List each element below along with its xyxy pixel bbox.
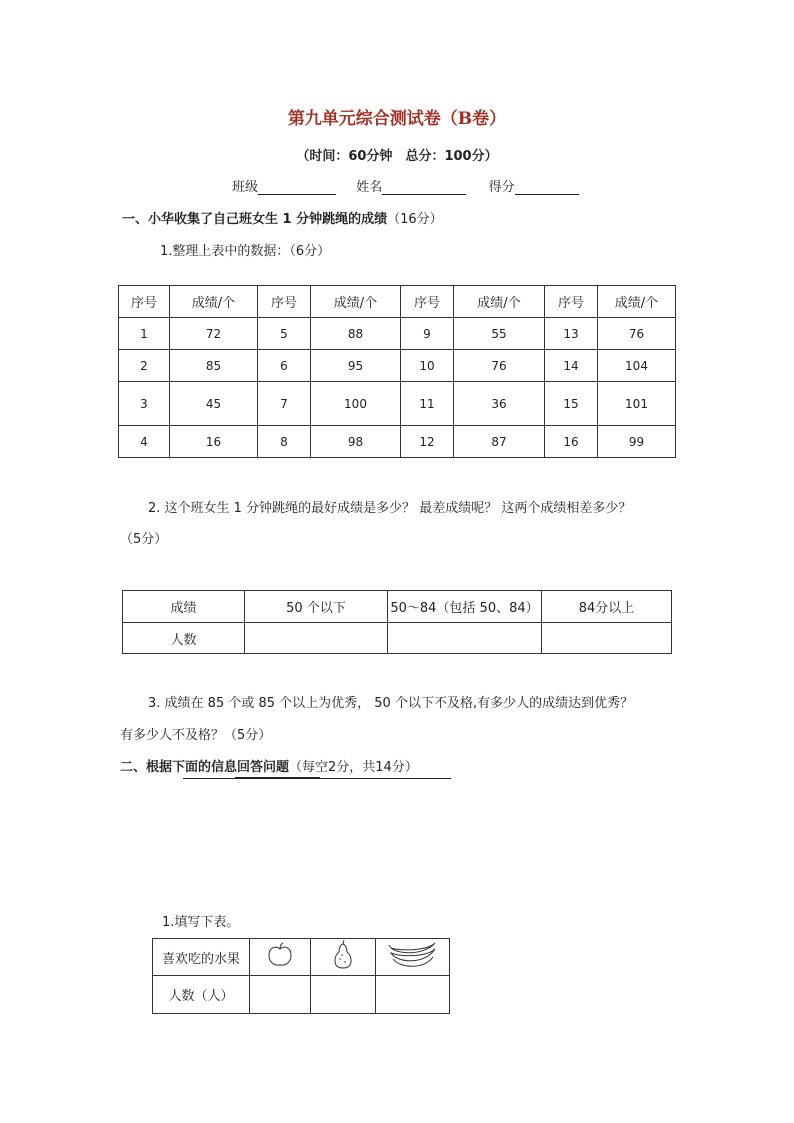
student-info-line bbox=[232, 176, 579, 195]
table-cell: 6 bbox=[258, 350, 311, 382]
table-row bbox=[153, 976, 450, 1014]
table-cell: 10 bbox=[401, 350, 454, 382]
table-row bbox=[119, 318, 676, 350]
section1-heading bbox=[122, 208, 443, 227]
section2-points: （每空2分，共14分） bbox=[289, 760, 418, 775]
table-cell: 16 bbox=[545, 426, 598, 458]
page-title: 第九单元综合测试卷（B卷） bbox=[287, 109, 507, 129]
apple-cell bbox=[250, 939, 311, 976]
table-header: 序号 bbox=[258, 286, 311, 318]
table-row bbox=[153, 939, 450, 976]
table-cell: 98 bbox=[311, 426, 401, 458]
question-1-2-line2: （5分） bbox=[120, 532, 168, 547]
table-cell: 50～84（包括 50、84） bbox=[388, 591, 542, 623]
score-blank[interactable] bbox=[515, 180, 579, 195]
table-row bbox=[119, 426, 676, 458]
table-cell: 55 bbox=[454, 318, 545, 350]
table-row bbox=[119, 350, 676, 382]
section2-heading bbox=[120, 756, 418, 775]
table-cell: 16 bbox=[170, 426, 258, 458]
table-cell: 76 bbox=[454, 350, 545, 382]
page-subtitle: （时间：60分钟 总分：100分） bbox=[296, 149, 498, 164]
apple-icon bbox=[266, 942, 294, 968]
table-row bbox=[123, 591, 672, 623]
pear-icon bbox=[330, 939, 356, 971]
answer-cell[interactable] bbox=[311, 976, 376, 1014]
table-cell: 7 bbox=[258, 382, 311, 426]
banana-icon bbox=[387, 939, 439, 971]
table-cell: 人数 bbox=[123, 623, 245, 654]
table-cell: 11 bbox=[401, 382, 454, 426]
table-cell: 15 bbox=[545, 382, 598, 426]
table-cell: 9 bbox=[401, 318, 454, 350]
question-2-1: 1.填写下表。 bbox=[162, 915, 240, 930]
table-cell: 101 bbox=[598, 382, 676, 426]
answer-cell[interactable] bbox=[542, 623, 672, 654]
table-header: 成绩/个 bbox=[311, 286, 401, 318]
table-cell: 76 bbox=[598, 318, 676, 350]
table-header: 成绩/个 bbox=[598, 286, 676, 318]
question-1-2-line1: 2. 这个班女生 1 分钟跳绳的最好成绩是多少？ 最差成绩呢？ 这两个成绩相差多少？ bbox=[148, 501, 632, 516]
section1-heading-text: 一、小华收集了自己班女生 1 分钟跳绳的成绩 bbox=[122, 212, 388, 227]
answer-cell[interactable] bbox=[376, 976, 450, 1014]
table-cell: 4 bbox=[119, 426, 170, 458]
table-header: 成绩/个 bbox=[170, 286, 258, 318]
table-cell: 喜欢吃的水果 bbox=[153, 939, 250, 976]
grade-distribution-table bbox=[122, 590, 672, 654]
table-cell: 50 个以下 bbox=[245, 591, 388, 623]
table-cell: 85 bbox=[170, 350, 258, 382]
table-cell: 5 bbox=[258, 318, 311, 350]
table-cell: 104 bbox=[598, 350, 676, 382]
fruit-table bbox=[152, 938, 450, 1014]
table-cell: 人数（人） bbox=[153, 976, 250, 1014]
table-cell: 14 bbox=[545, 350, 598, 382]
answer-cell[interactable] bbox=[250, 976, 311, 1014]
table-cell: 成绩 bbox=[123, 591, 245, 623]
table-cell: 8 bbox=[258, 426, 311, 458]
table-cell: 2 bbox=[119, 350, 170, 382]
table-cell: 87 bbox=[454, 426, 545, 458]
table-cell: 88 bbox=[311, 318, 401, 350]
question-1-1: 1.整理上表中的数据：（6分） bbox=[160, 244, 331, 259]
table-cell: 13 bbox=[545, 318, 598, 350]
table-cell: 1 bbox=[119, 318, 170, 350]
table-cell: 100 bbox=[311, 382, 401, 426]
name-label: 姓名 bbox=[356, 180, 383, 195]
table-header: 序号 bbox=[119, 286, 170, 318]
table-header: 成绩/个 bbox=[454, 286, 545, 318]
class-label: 班级 bbox=[232, 180, 259, 195]
divider-line-bold bbox=[235, 777, 320, 779]
name-blank[interactable] bbox=[382, 180, 466, 195]
table-cell: 36 bbox=[454, 382, 545, 426]
table-cell: 3 bbox=[119, 382, 170, 426]
pear-cell bbox=[311, 939, 376, 976]
table-cell: 45 bbox=[170, 382, 258, 426]
table-cell: 72 bbox=[170, 318, 258, 350]
answer-cell[interactable] bbox=[245, 623, 388, 654]
table-row bbox=[119, 382, 676, 426]
table-row bbox=[123, 623, 672, 654]
banana-cell bbox=[376, 939, 450, 976]
scores-table bbox=[118, 285, 676, 458]
table-header-row bbox=[119, 286, 676, 318]
section1-points: （16分） bbox=[387, 212, 443, 227]
question-1-3-line1: 3. 成绩在 85 个或 85 个以上为优秀， 50 个以下不及格,有多少人的成绩达到优秀？ bbox=[148, 696, 634, 711]
table-header: 序号 bbox=[545, 286, 598, 318]
question-1-3-line2: 有多少人不及格？（5分） bbox=[120, 728, 272, 743]
table-cell: 95 bbox=[311, 350, 401, 382]
class-blank[interactable] bbox=[258, 180, 336, 195]
score-label: 得分 bbox=[488, 180, 515, 195]
table-header: 序号 bbox=[401, 286, 454, 318]
table-cell: 84分以上 bbox=[542, 591, 672, 623]
section2-heading-text: 二、根据下面的信息回答问题 bbox=[120, 760, 290, 775]
table-cell: 12 bbox=[401, 426, 454, 458]
answer-cell[interactable] bbox=[388, 623, 542, 654]
table-cell: 99 bbox=[598, 426, 676, 458]
